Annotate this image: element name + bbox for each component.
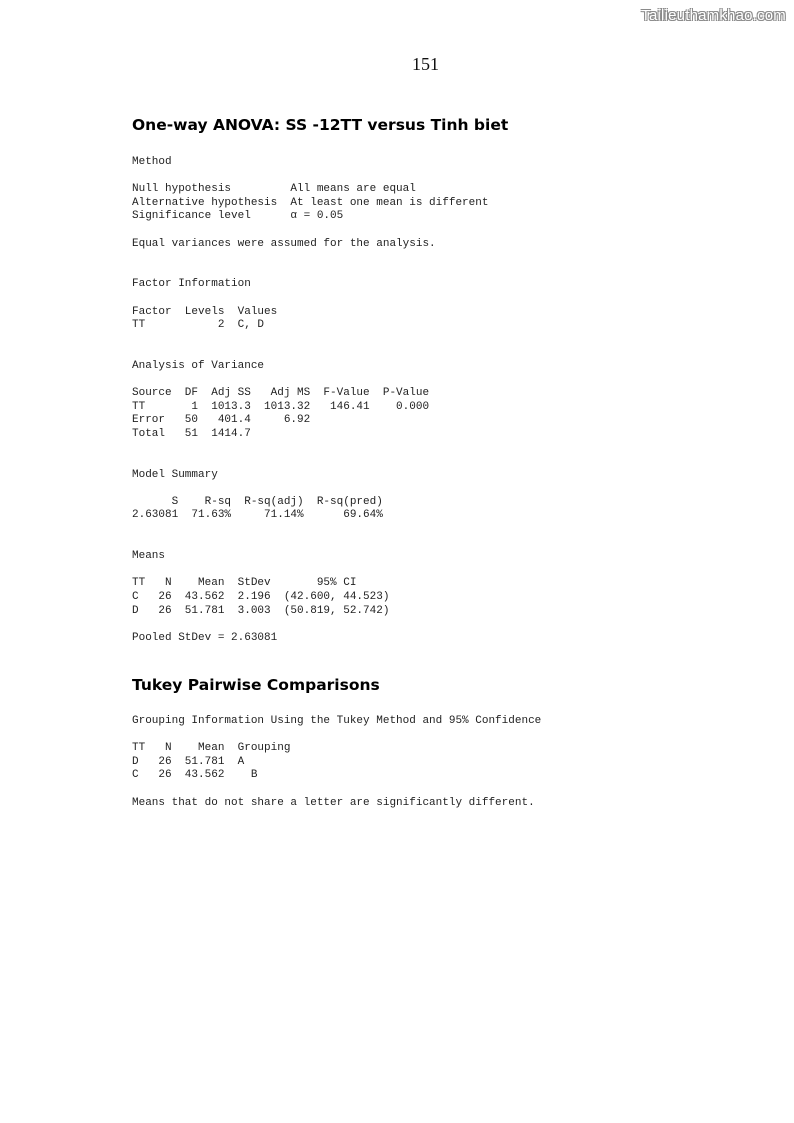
tukey-output: Grouping Information Using the Tukey Method and 95% Confidence TT N Mean Grouping D 26 51.781 A C 26 43.562 B Means that do not share a letter are significantly different. bbox=[132, 715, 542, 809]
page-number: 151 bbox=[412, 54, 439, 74]
tukey-heading: Tukey Pairwise Comparisons bbox=[132, 676, 380, 694]
anova-heading: One-way ANOVA: SS -12TT versus Tinh biet bbox=[132, 116, 509, 134]
anova-output: Method Null hypothesis All means are equal Alternative hypothesis At least one mean is different Significance level α = 0.05 Equal variances were assumed for the analysis. Factor Information Factor Levels Values TT 2 C, D Analysis of Variance Source DF Adj SS Adj MS F-Value P-Value TT 1 1013.3 1013.32 146.41 0.000 Error 50 401.4 6.92 Total 51 1414.7 Model Summary S R-sq R-sq(adj) R-sq(pred) 2.63081 71.63% 71.14% 69.64% Means TT N Mean StDev 95% CI C 26 43.562 2.196 (42.600, 44.523) D 26 51.781 3.003 (50.819, 52.742) Pooled StDev = 2.63081 bbox=[132, 156, 489, 644]
watermark-text: Tailieuthamkhao.com bbox=[641, 7, 786, 24]
